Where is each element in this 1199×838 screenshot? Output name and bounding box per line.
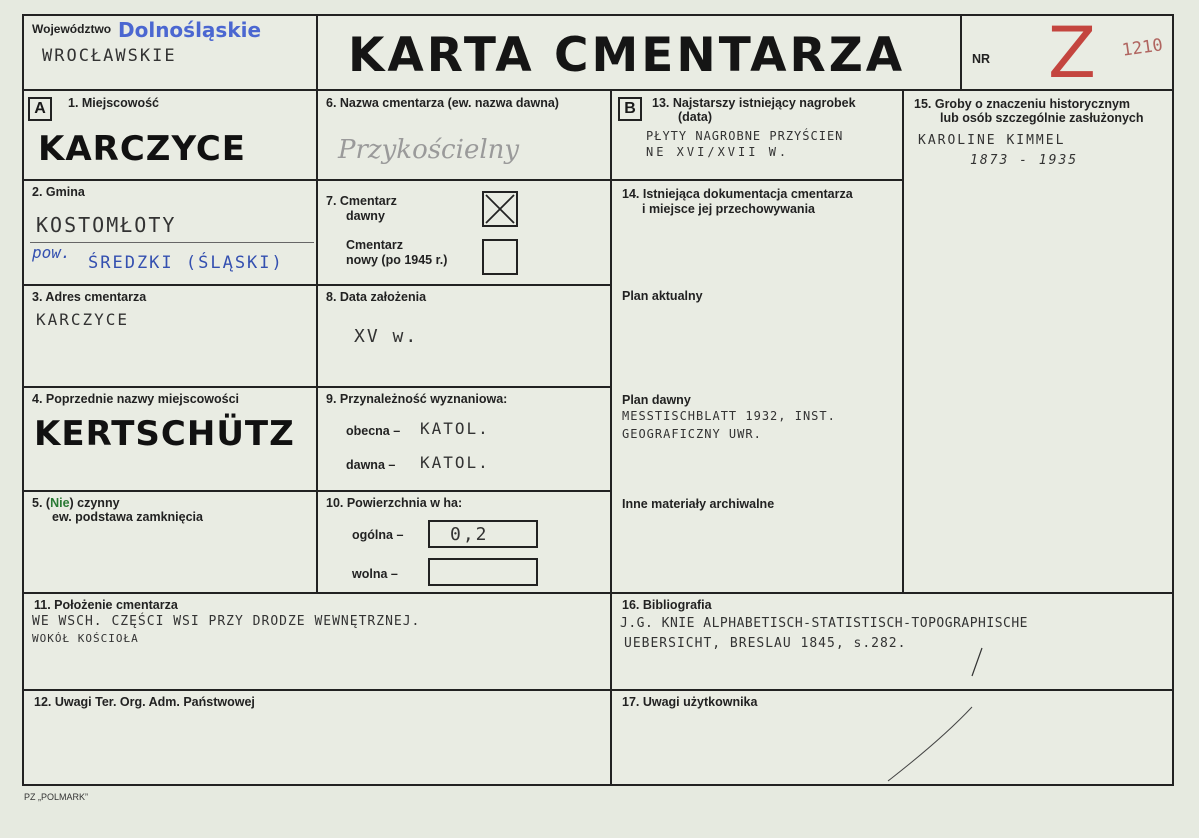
polozenie-cell — [24, 594, 612, 691]
wojewodztwo-label: Województwo — [32, 22, 112, 36]
cmentarz-nowy-label-1: Cmentarz — [346, 238, 403, 252]
poprzednie-cell — [24, 388, 318, 492]
obecna-value: KATOL. — [420, 419, 490, 438]
nr-number: 1210 — [1120, 35, 1165, 61]
cmentarz-dawny-checkbox[interactable] — [482, 191, 518, 227]
groby-value-1: KAROLINE KIMMEL — [918, 133, 1066, 148]
wojewodztwo-value: WROCŁAWSKIE — [42, 46, 177, 66]
nr-cell — [962, 12, 1174, 94]
cmentarz-cell — [318, 181, 612, 286]
card-title: KARTA CMENTARZA — [348, 28, 906, 83]
wyznanie-cell — [318, 388, 612, 492]
dawna-value: KATOL. — [420, 453, 490, 472]
powiat-value: ŚREDZKI (ŚLĄSKI) — [88, 253, 284, 273]
section-a-tag: A — [28, 97, 52, 121]
cross-mark-icon — [484, 193, 516, 225]
data-label: 8. Data założenia — [326, 290, 427, 304]
wolna-field[interactable] — [428, 558, 538, 586]
czynny-sub: ew. podstawa zamknięcia — [52, 510, 203, 524]
cmentarz-dawny-label-2: dawny — [346, 209, 385, 223]
poprzednie-value: KERTSCHÜTZ — [34, 414, 295, 454]
cemetery-card — [22, 14, 1174, 786]
cmentarz-nowy-label-2: nowy (po 1945 r.) — [346, 253, 448, 267]
nr-letter: Z — [1048, 12, 1096, 94]
nr-label: NR — [972, 52, 991, 66]
nagrobek-cell — [612, 91, 904, 181]
polozenie-value-1: WE WSCH. CZĘŚCI WSI PRZY DRODZE WEWNĘTRZNEJ. — [32, 614, 421, 629]
dokumentacja-label-1: 14. Istniejąca dokumentacja cmentarza — [622, 187, 853, 201]
nagrobek-label-2: (data) — [678, 110, 713, 124]
poprzednie-label: 4. Poprzednie nazwy miejscowości — [32, 392, 240, 406]
dawna-label: dawna – — [346, 458, 396, 472]
plan-dawny-value-1: MESSTISCHBLATT 1932, INST. — [622, 409, 836, 423]
wojewodztwo-stamp: Dolnośląskie — [118, 18, 262, 42]
cmentarz-nowy-checkbox[interactable] — [482, 239, 518, 275]
pen-stroke-mark-2 — [882, 699, 982, 789]
title-cell — [318, 16, 962, 91]
powiat-prefix: pow. — [32, 243, 71, 262]
czynny-cell — [24, 492, 318, 594]
bibliografia-value-2: UEBERSICHT, BRESLAU 1845, s.282. — [624, 636, 907, 651]
czynny-label: 5. (Nie) czynny — [32, 496, 120, 510]
groby-value-2: 1873 - 1935 — [970, 153, 1079, 168]
plan-dawny-value-2: GEOGRAFICZNY UWR. — [622, 427, 762, 441]
gmina-label: 2. Gmina — [32, 185, 85, 199]
uwagi-uzytkownika-label: 17. Uwagi użytkownika — [622, 695, 758, 709]
gmina-cell — [24, 181, 318, 286]
nazwa-cell — [318, 91, 612, 181]
ogolna-value: 0,2 — [450, 524, 489, 545]
bibliografia-label: 16. Bibliografia — [622, 598, 712, 612]
uwagi-cell — [24, 691, 612, 786]
uwagi-label: 12. Uwagi Ter. Org. Adm. Państwowej — [34, 695, 255, 709]
nazwa-value: Przykościelny — [338, 135, 520, 165]
plan-aktualny-label: Plan aktualny — [622, 289, 703, 303]
miejscowosc-value: KARCZYCE — [38, 129, 247, 169]
groby-label-2: lub osób szczególnie zasłużonych — [940, 111, 1144, 125]
gmina-value: KOSTOMŁOTY — [36, 213, 177, 237]
plan-dawny-label: Plan dawny — [622, 393, 691, 407]
powierzchnia-label: 10. Powierzchnia w ha: — [326, 496, 463, 510]
polozenie-label: 11. Położenie cmentarza — [34, 598, 178, 612]
ogolna-label: ogólna – — [352, 528, 404, 542]
bibliografia-value-1: J.G. KNIE ALPHABETISCH-STATISTISCH-TOPOGRAPHISCHE — [620, 616, 1029, 631]
printer-mark: PZ „POLMARK” — [24, 792, 89, 802]
nagrobek-label-1: 13. Najstarszy istniejący nagrobek — [652, 96, 856, 110]
dokumentacja-cell — [612, 181, 904, 594]
adres-cell — [24, 286, 318, 388]
obecna-label: obecna – — [346, 424, 401, 438]
powierzchnia-cell — [318, 492, 612, 594]
nagrobek-value-2: NE XVI/XVII W. — [646, 145, 790, 159]
nie-marked: Nie — [50, 496, 70, 510]
wojewodztwo-cell — [24, 16, 318, 91]
data-cell — [318, 286, 612, 388]
ogolna-field[interactable] — [428, 520, 538, 548]
miejscowosc-cell — [24, 91, 318, 181]
groby-label-1: 15. Groby o znaczeniu historycznym — [914, 97, 1131, 111]
nazwa-label: 6. Nazwa cmentarza (ew. nazwa dawna) — [326, 96, 559, 110]
groby-cell — [904, 91, 1174, 594]
dokumentacja-label-2: i miejsce jej przechowywania — [642, 202, 815, 216]
nagrobek-value-1: PŁYTY NAGROBNE PRZYŚCIEN — [646, 129, 844, 143]
bibliografia-cell — [612, 594, 1174, 691]
miejscowosc-label: 1. Miejscowość — [68, 96, 160, 110]
inne-label: Inne materiały archiwalne — [622, 497, 775, 511]
pen-stroke-mark — [962, 644, 992, 684]
data-value: XV w. — [354, 326, 419, 347]
wyznanie-label: 9. Przynależność wyznaniowa: — [326, 392, 508, 406]
section-b-tag: B — [618, 97, 642, 121]
polozenie-value-2: WOKÓŁ KOŚCIOŁA — [32, 632, 139, 645]
adres-label: 3. Adres cmentarza — [32, 290, 147, 304]
cmentarz-dawny-label-1: 7. Cmentarz — [326, 194, 397, 208]
gmina-underline — [30, 242, 314, 243]
wolna-label: wolna – — [352, 567, 398, 581]
uwagi-uzytkownika-cell — [612, 691, 1174, 786]
adres-value: KARCZYCE — [36, 310, 130, 329]
